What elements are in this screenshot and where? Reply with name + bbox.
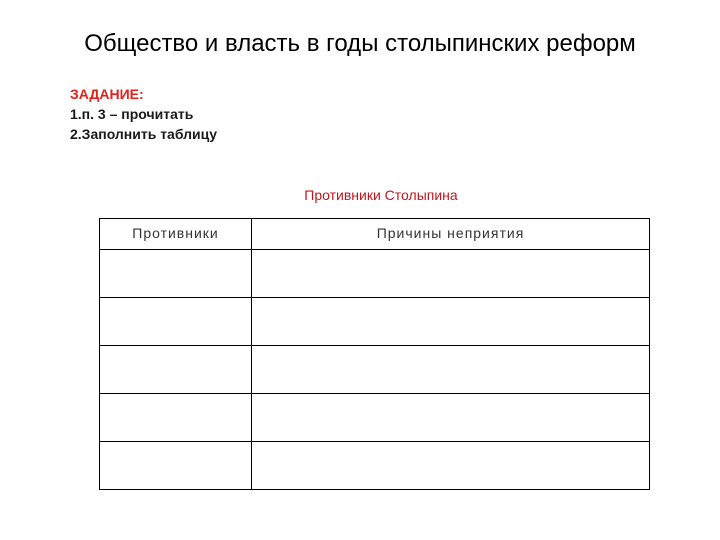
page-title: Общество и власть в годы столыпинских реформ bbox=[84, 30, 636, 57]
opponent-cell[interactable] bbox=[100, 298, 252, 346]
table-row bbox=[100, 442, 650, 490]
reason-cell[interactable] bbox=[252, 298, 650, 346]
opponent-cell[interactable] bbox=[100, 250, 252, 298]
table-row bbox=[100, 250, 650, 298]
opponents-table bbox=[99, 218, 650, 490]
task-step-1: 1.п. 3 – прочитать bbox=[70, 106, 194, 122]
reason-cell[interactable] bbox=[252, 346, 650, 394]
opponent-cell[interactable] bbox=[100, 346, 252, 394]
header-opponents: Противники bbox=[100, 219, 252, 250]
task-step-2: 2.Заполнить таблицу bbox=[70, 126, 218, 142]
reason-cell[interactable] bbox=[252, 250, 650, 298]
reason-cell[interactable] bbox=[252, 394, 650, 442]
opponent-cell[interactable] bbox=[100, 442, 252, 490]
task-block bbox=[70, 84, 217, 144]
table-row bbox=[100, 298, 650, 346]
table-caption: Противники Столыпина bbox=[304, 187, 458, 203]
table-row bbox=[100, 346, 650, 394]
task-heading: ЗАДАНИЕ: bbox=[70, 86, 144, 102]
header-reasons: Причины неприятия bbox=[252, 219, 650, 250]
opponent-cell[interactable] bbox=[100, 394, 252, 442]
table-header-row bbox=[100, 219, 650, 250]
table-row bbox=[100, 394, 650, 442]
reason-cell[interactable] bbox=[252, 442, 650, 490]
